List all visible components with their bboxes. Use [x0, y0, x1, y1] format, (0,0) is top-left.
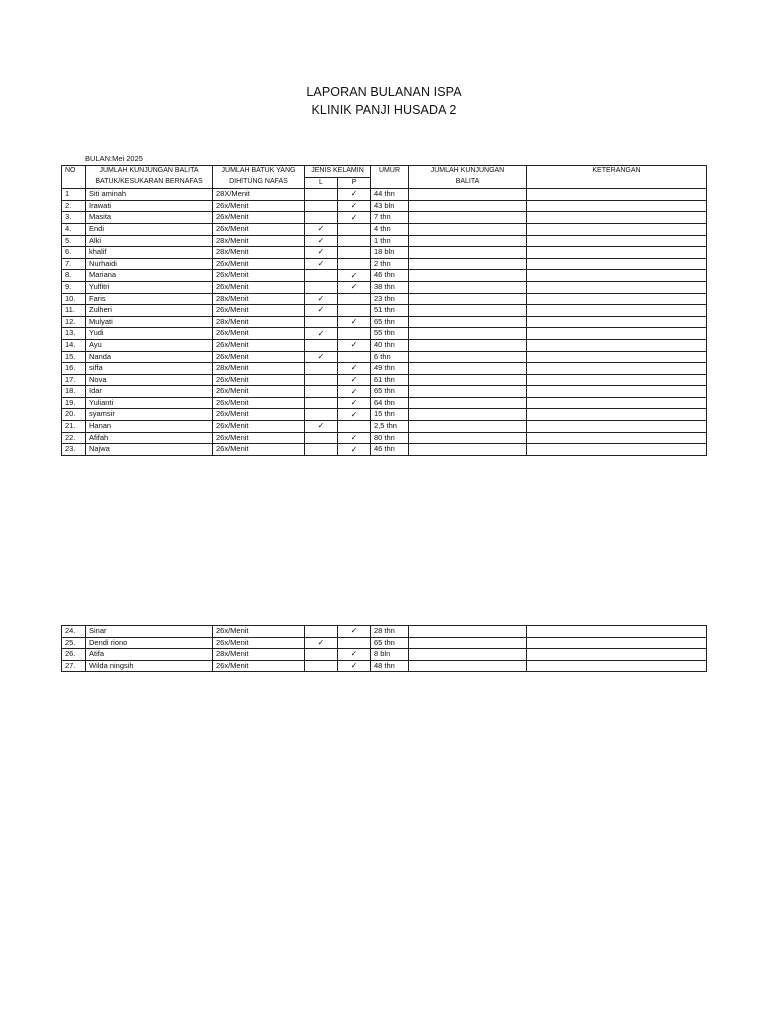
row-male — [305, 626, 338, 638]
row-no: 20. — [62, 409, 86, 421]
row-visit-total — [409, 189, 527, 201]
row-rate: 26x/Menit — [213, 281, 305, 293]
header-no: NO — [62, 166, 86, 178]
check-icon: ✓ — [338, 386, 371, 398]
row-age: 23 thn — [371, 293, 409, 305]
row-female — [338, 223, 371, 235]
header-age-cont — [371, 177, 409, 189]
check-icon: ✓ — [338, 444, 371, 456]
table-row — [62, 235, 707, 247]
row-age: 43 bln — [371, 200, 409, 212]
table-row — [62, 397, 707, 409]
row-male — [305, 363, 338, 375]
row-age: 8 bln — [371, 649, 409, 661]
row-age: 46 thn — [371, 270, 409, 282]
row-rate: 28x/Menit — [213, 649, 305, 661]
row-visit-total — [409, 305, 527, 317]
row-visit-total — [409, 223, 527, 235]
row-rate: 26x/Menit — [213, 637, 305, 649]
check-icon: ✓ — [338, 270, 371, 282]
row-note — [527, 258, 707, 270]
table-row — [62, 200, 707, 212]
check-icon: ✓ — [338, 432, 371, 444]
row-rate: 26x/Menit — [213, 660, 305, 672]
header-note-cont — [527, 177, 707, 189]
row-female — [338, 328, 371, 340]
row-female — [338, 247, 371, 259]
check-icon: ✓ — [305, 247, 338, 259]
row-male — [305, 386, 338, 398]
check-icon: ✓ — [305, 235, 338, 247]
row-visit-total — [409, 637, 527, 649]
row-no: 7. — [62, 258, 86, 270]
table-row — [62, 637, 707, 649]
row-male — [305, 432, 338, 444]
header-note: KETERANGAN — [527, 166, 707, 178]
check-icon: ✓ — [338, 212, 371, 224]
check-icon: ✓ — [338, 339, 371, 351]
check-icon: ✓ — [338, 200, 371, 212]
report-title: LAPORAN BULANAN ISPA — [306, 85, 462, 99]
table-row — [62, 363, 707, 375]
row-no: 19. — [62, 397, 86, 409]
row-name: Yudi — [86, 328, 213, 340]
row-age: 80 thn — [371, 432, 409, 444]
row-no: 17. — [62, 374, 86, 386]
row-no: 5. — [62, 235, 86, 247]
header-visit-total-line1: JUMLAH KUNJUNGAN — [409, 166, 527, 178]
row-age: 44 thn — [371, 189, 409, 201]
row-male — [305, 397, 338, 409]
table-body — [62, 189, 707, 456]
row-age: 6 thn — [371, 351, 409, 363]
row-male — [305, 189, 338, 201]
row-no: 15. — [62, 351, 86, 363]
row-no: 27. — [62, 660, 86, 672]
row-rate: 28x/Menit — [213, 293, 305, 305]
row-no: 11. — [62, 305, 86, 317]
row-no: 4. — [62, 223, 86, 235]
row-male — [305, 649, 338, 661]
check-icon: ✓ — [338, 363, 371, 375]
row-visit-total — [409, 293, 527, 305]
row-note — [527, 363, 707, 375]
row-name: Atifa — [86, 649, 213, 661]
row-note — [527, 421, 707, 433]
row-note — [527, 270, 707, 282]
row-visit-total — [409, 212, 527, 224]
row-visit-total — [409, 421, 527, 433]
row-no: 2. — [62, 200, 86, 212]
check-icon: ✓ — [338, 649, 371, 661]
row-visit-total — [409, 247, 527, 259]
row-male — [305, 374, 338, 386]
table-row — [62, 626, 707, 638]
check-icon: ✓ — [338, 281, 371, 293]
row-name: Nurhaidi — [86, 258, 213, 270]
header-cough-line2: DIHITUNG NAFAS — [213, 177, 305, 189]
table-row — [62, 305, 707, 317]
row-visit-total — [409, 432, 527, 444]
table-row — [62, 351, 707, 363]
row-note — [527, 316, 707, 328]
row-name: Mariana — [86, 270, 213, 282]
table-row — [62, 421, 707, 433]
row-name: Zulheri — [86, 305, 213, 317]
row-male — [305, 270, 338, 282]
table-row — [62, 293, 707, 305]
row-note — [527, 432, 707, 444]
check-icon: ✓ — [338, 316, 371, 328]
row-female — [338, 421, 371, 433]
row-age: 65 thn — [371, 316, 409, 328]
header-cough-line1: JUMLAH BATUK YANG — [213, 166, 305, 178]
row-male — [305, 281, 338, 293]
ispa-report-table-continued — [61, 625, 707, 672]
row-name: Dendi riono — [86, 637, 213, 649]
row-male — [305, 660, 338, 672]
row-rate: 28X/Menit — [213, 189, 305, 201]
row-age: 4 thn — [371, 223, 409, 235]
check-icon: ✓ — [305, 223, 338, 235]
row-male — [305, 409, 338, 421]
row-note — [527, 660, 707, 672]
row-note — [527, 386, 707, 398]
row-name: siffa — [86, 363, 213, 375]
row-note — [527, 212, 707, 224]
row-rate: 26x/Menit — [213, 223, 305, 235]
check-icon: ✓ — [305, 421, 338, 433]
row-visit-total — [409, 281, 527, 293]
row-name: Najwa — [86, 444, 213, 456]
check-icon: ✓ — [305, 293, 338, 305]
row-note — [527, 339, 707, 351]
row-visit-total — [409, 660, 527, 672]
table-body-continued — [62, 626, 707, 672]
row-rate: 26x/Menit — [213, 339, 305, 351]
row-female — [338, 637, 371, 649]
row-note — [527, 247, 707, 259]
row-note — [527, 409, 707, 421]
table-row — [62, 374, 707, 386]
row-name: Yulfitri — [86, 281, 213, 293]
row-visit-total — [409, 200, 527, 212]
check-icon: ✓ — [305, 305, 338, 317]
row-note — [527, 444, 707, 456]
row-age: 64 thn — [371, 397, 409, 409]
row-age: 55 thn — [371, 328, 409, 340]
row-age: 65 thn — [371, 637, 409, 649]
row-name: Yulianti — [86, 397, 213, 409]
row-note — [527, 305, 707, 317]
row-note — [527, 351, 707, 363]
row-no: 25. — [62, 637, 86, 649]
row-name: Idar — [86, 386, 213, 398]
row-note — [527, 637, 707, 649]
row-no: 6. — [62, 247, 86, 259]
row-male — [305, 200, 338, 212]
table-row — [62, 316, 707, 328]
header-gender: JENIS KELAMIN — [305, 166, 371, 178]
row-visit-total — [409, 397, 527, 409]
table-row — [62, 258, 707, 270]
check-icon: ✓ — [338, 374, 371, 386]
table-row — [62, 432, 707, 444]
row-visit-total — [409, 270, 527, 282]
row-male — [305, 212, 338, 224]
row-no: 13. — [62, 328, 86, 340]
row-rate: 26x/Menit — [213, 258, 305, 270]
row-female — [338, 293, 371, 305]
row-no: 18. — [62, 386, 86, 398]
row-rate: 28x/Menit — [213, 316, 305, 328]
header-female: P — [338, 177, 371, 189]
row-visit-total — [409, 328, 527, 340]
row-name: Wilda ningsih — [86, 660, 213, 672]
row-note — [527, 649, 707, 661]
table-row — [62, 444, 707, 456]
row-note — [527, 200, 707, 212]
row-rate: 26x/Menit — [213, 374, 305, 386]
table-row — [62, 247, 707, 259]
check-icon: ✓ — [305, 351, 338, 363]
table-row — [62, 223, 707, 235]
row-no: 22. — [62, 432, 86, 444]
row-age: 46 thn — [371, 444, 409, 456]
row-note — [527, 189, 707, 201]
row-note — [527, 397, 707, 409]
row-visit-total — [409, 386, 527, 398]
row-visit-total — [409, 374, 527, 386]
row-name: Alki — [86, 235, 213, 247]
row-note — [527, 223, 707, 235]
check-icon: ✓ — [338, 189, 371, 201]
row-age: 2 thn — [371, 258, 409, 270]
row-visit-total — [409, 363, 527, 375]
check-icon: ✓ — [338, 397, 371, 409]
row-age: 28 thn — [371, 626, 409, 638]
table-row — [62, 281, 707, 293]
row-no: 9. — [62, 281, 86, 293]
table-row — [62, 660, 707, 672]
row-visit-total — [409, 626, 527, 638]
row-rate: 26x/Menit — [213, 305, 305, 317]
row-rate: 26x/Menit — [213, 386, 305, 398]
row-note — [527, 281, 707, 293]
row-name: Sinar — [86, 626, 213, 638]
row-name: khalif — [86, 247, 213, 259]
row-male — [305, 316, 338, 328]
row-age: 7 thn — [371, 212, 409, 224]
row-rate: 26x/Menit — [213, 328, 305, 340]
row-rate: 26x/Menit — [213, 200, 305, 212]
row-name: Mulyati — [86, 316, 213, 328]
row-rate: 26x/Menit — [213, 626, 305, 638]
row-name: Afifah — [86, 432, 213, 444]
header-male: L — [305, 177, 338, 189]
row-rate: 26x/Menit — [213, 270, 305, 282]
row-name: Masita — [86, 212, 213, 224]
row-age: 15 thn — [371, 409, 409, 421]
row-note — [527, 293, 707, 305]
row-female — [338, 235, 371, 247]
row-age: 49 thn — [371, 363, 409, 375]
table-row — [62, 212, 707, 224]
table-row — [62, 339, 707, 351]
row-rate: 26x/Menit — [213, 432, 305, 444]
row-visit-total — [409, 258, 527, 270]
row-name: Nanda — [86, 351, 213, 363]
row-note — [527, 626, 707, 638]
check-icon: ✓ — [338, 409, 371, 421]
row-visit-total — [409, 235, 527, 247]
row-rate: 26x/Menit — [213, 409, 305, 421]
row-name: Nova — [86, 374, 213, 386]
row-no: 24. — [62, 626, 86, 638]
row-rate: 26x/Menit — [213, 421, 305, 433]
row-age: 40 thn — [371, 339, 409, 351]
row-visit-total — [409, 339, 527, 351]
table-row — [62, 270, 707, 282]
row-no: 21. — [62, 421, 86, 433]
row-name: Ayu — [86, 339, 213, 351]
row-no: 8. — [62, 270, 86, 282]
row-age: 61 thn — [371, 374, 409, 386]
table-row — [62, 328, 707, 340]
month-label: BULAN:Mei 2025 — [85, 154, 143, 163]
check-icon: ✓ — [305, 328, 338, 340]
row-visit-total — [409, 649, 527, 661]
row-no: 26. — [62, 649, 86, 661]
row-age: 18 bln — [371, 247, 409, 259]
row-age: 65 thn — [371, 386, 409, 398]
row-age: 38 thn — [371, 281, 409, 293]
clinic-name: KLINIK PANJI HUSADA 2 — [311, 103, 457, 117]
row-age: 51 thn — [371, 305, 409, 317]
row-no: 23. — [62, 444, 86, 456]
row-no: 10. — [62, 293, 86, 305]
row-age: 48 thn — [371, 660, 409, 672]
check-icon: ✓ — [305, 637, 338, 649]
row-male — [305, 444, 338, 456]
header-visit-line2: BATUK/KESUKARAN BERNAFAS — [86, 177, 213, 189]
row-female — [338, 305, 371, 317]
row-name: Hanan — [86, 421, 213, 433]
check-icon: ✓ — [305, 258, 338, 270]
table-row — [62, 649, 707, 661]
row-male — [305, 339, 338, 351]
check-icon: ✓ — [338, 626, 371, 638]
row-rate: 26x/Menit — [213, 444, 305, 456]
check-icon: ✓ — [338, 660, 371, 672]
row-rate: 28x/Menit — [213, 363, 305, 375]
row-visit-total — [409, 409, 527, 421]
row-name: Endi — [86, 223, 213, 235]
ispa-report-table — [61, 165, 707, 456]
header-visit-total-line2: BALITA — [409, 177, 527, 189]
row-visit-total — [409, 351, 527, 363]
row-no: 16. — [62, 363, 86, 375]
row-rate: 26x/Menit — [213, 397, 305, 409]
row-age: 2,5 thn — [371, 421, 409, 433]
header-no-cont — [62, 177, 86, 189]
row-name: Faris — [86, 293, 213, 305]
row-no: 12. — [62, 316, 86, 328]
row-name: syamsir — [86, 409, 213, 421]
row-age: 1 thn — [371, 235, 409, 247]
row-visit-total — [409, 444, 527, 456]
row-note — [527, 328, 707, 340]
row-female — [338, 351, 371, 363]
row-no: 14. — [62, 339, 86, 351]
row-no: 3. — [62, 212, 86, 224]
row-rate: 28x/Menit — [213, 247, 305, 259]
row-no: 1 — [62, 189, 86, 201]
row-note — [527, 374, 707, 386]
header-age: UMUR — [371, 166, 409, 178]
row-rate: 28x/Menit — [213, 235, 305, 247]
row-rate: 26x/Menit — [213, 212, 305, 224]
row-note — [527, 235, 707, 247]
header-visit-line1: JUMLAH KUNJUNGAN BALITA — [86, 166, 213, 178]
table-row — [62, 189, 707, 201]
table-row — [62, 409, 707, 421]
row-name: Siti aminah — [86, 189, 213, 201]
table-row — [62, 386, 707, 398]
row-name: Irawati — [86, 200, 213, 212]
row-visit-total — [409, 316, 527, 328]
row-female — [338, 258, 371, 270]
row-rate: 26x/Menit — [213, 351, 305, 363]
